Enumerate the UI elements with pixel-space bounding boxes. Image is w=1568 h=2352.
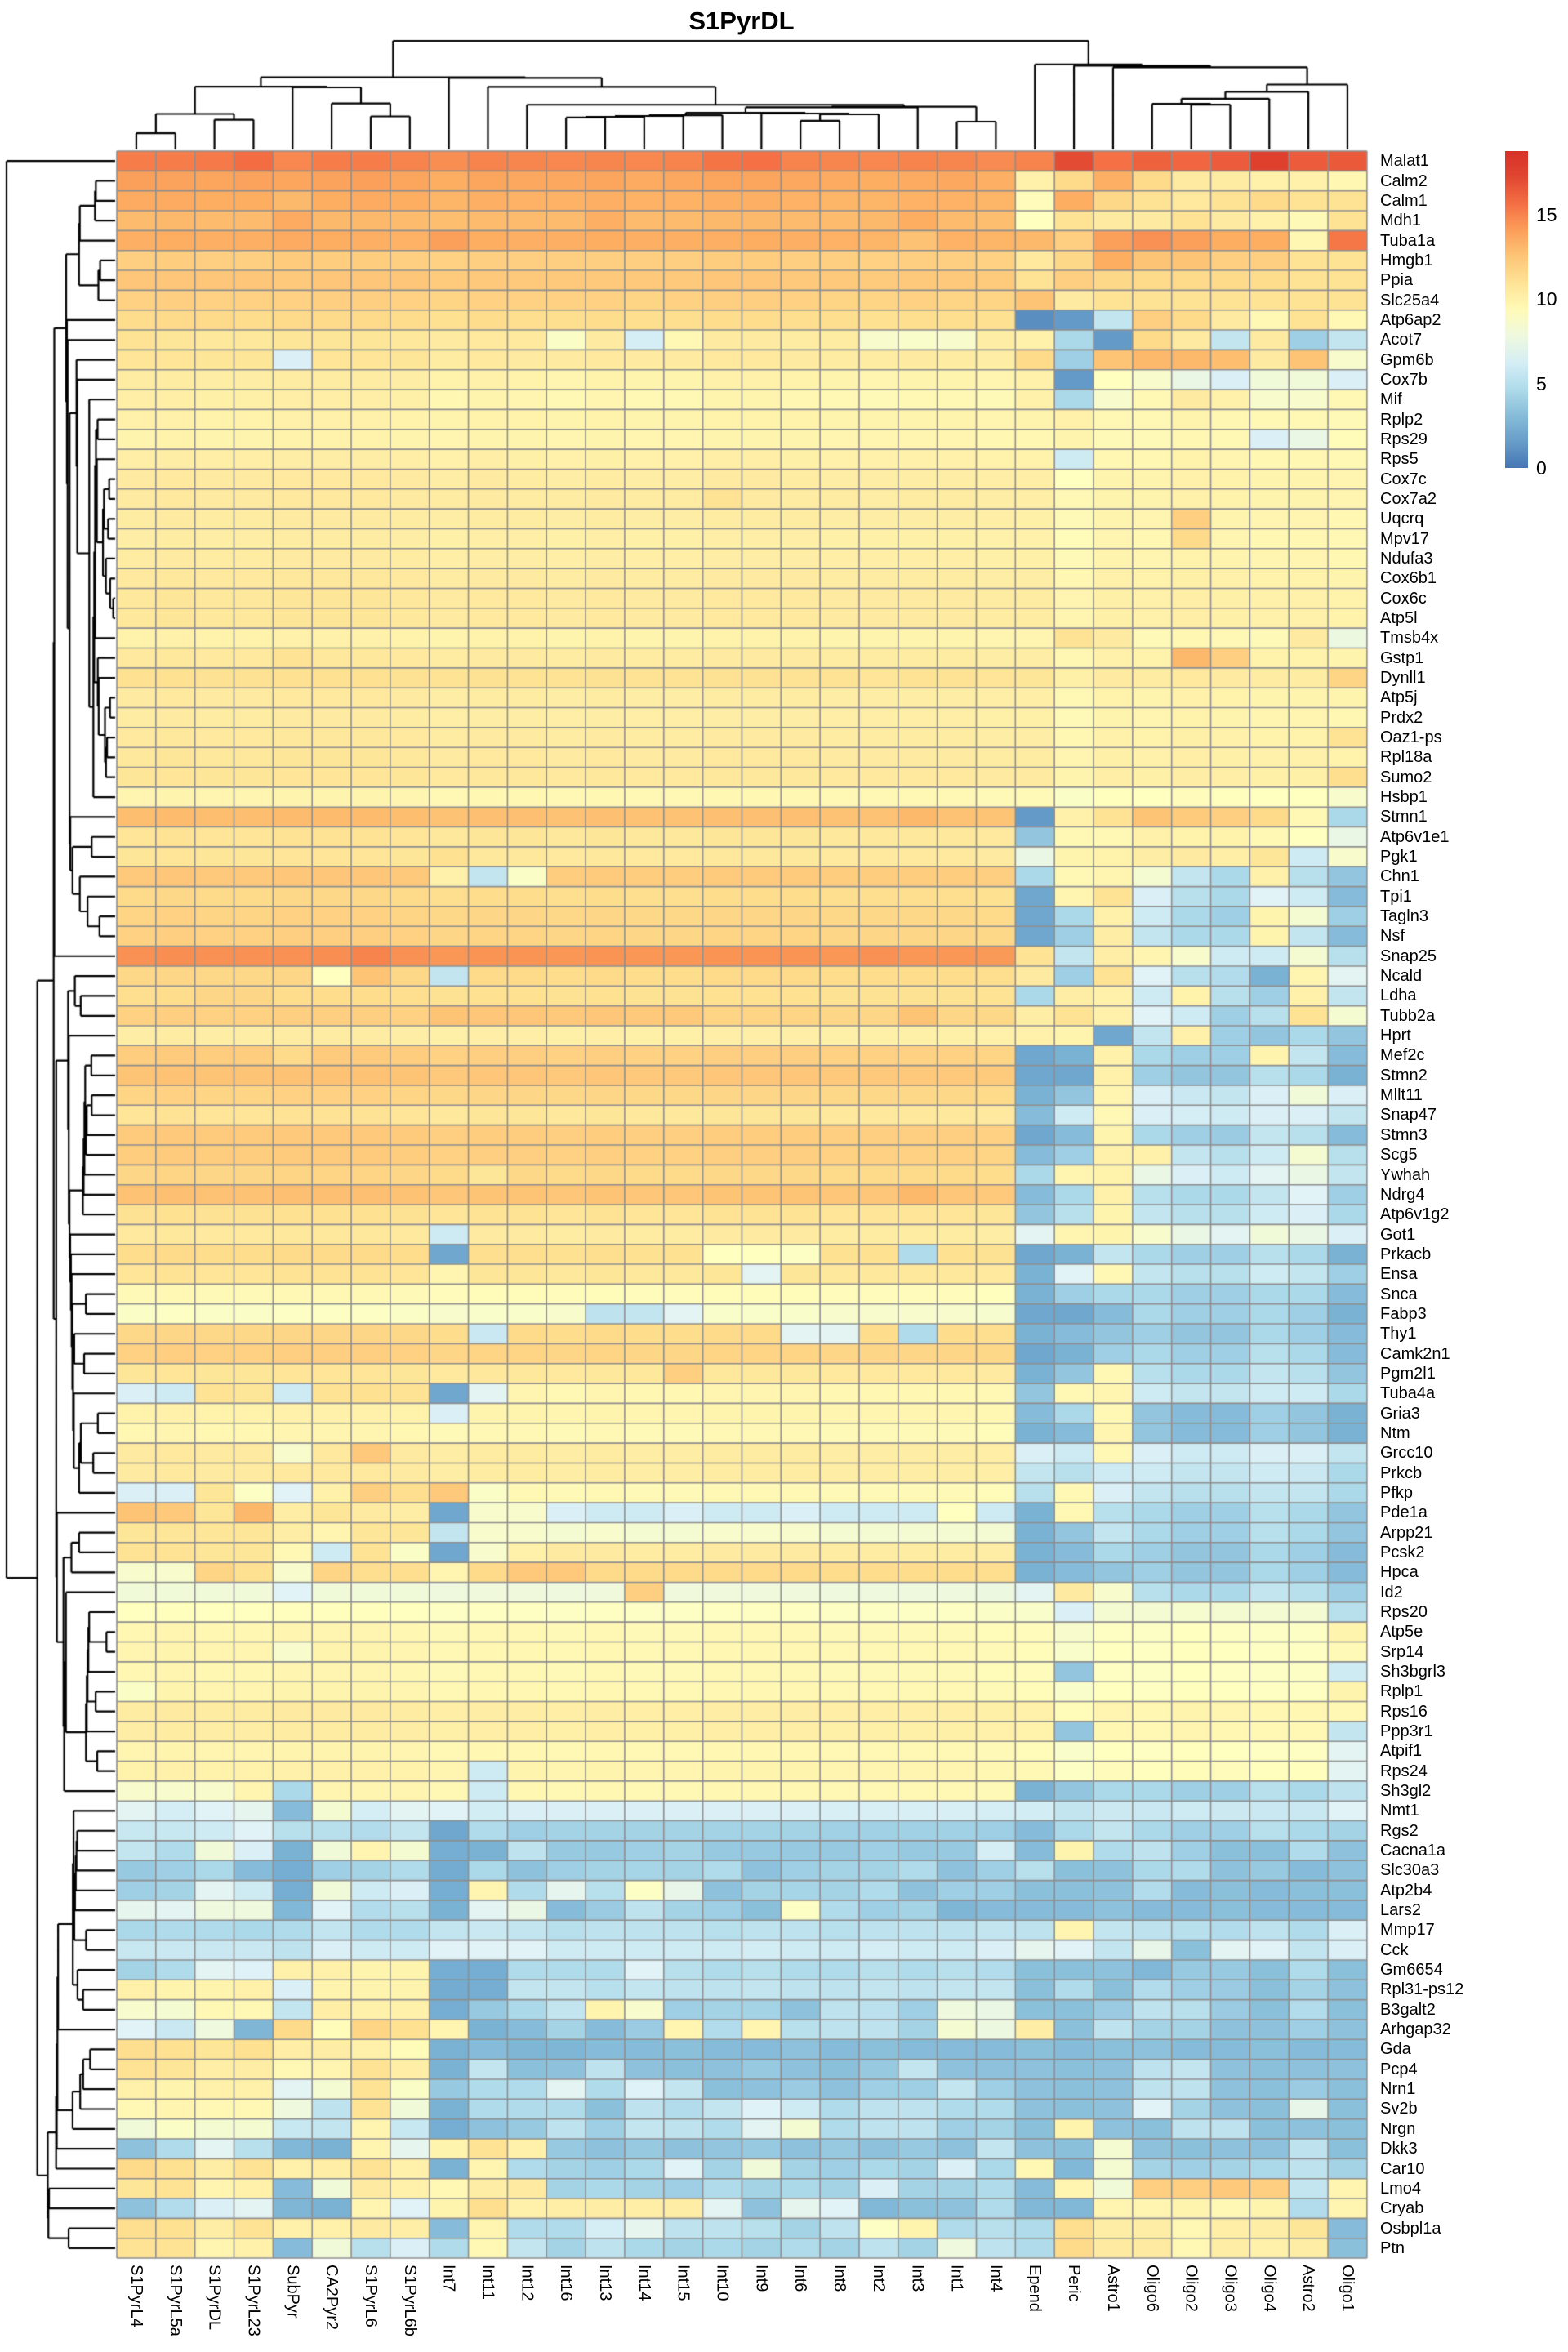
row-label: Rps16 — [1380, 1702, 1428, 1721]
column-label: Oligo6 — [1143, 2265, 1161, 2312]
row-label: Snca — [1380, 1285, 1418, 1303]
legend-tick-label: 15 — [1536, 203, 1557, 225]
column-label: Int2 — [869, 2265, 888, 2292]
row-label: Ncald — [1380, 967, 1423, 986]
column-label: Int1 — [947, 2265, 966, 2292]
row-label: Tmsb4x — [1380, 629, 1439, 648]
column-label: Int7 — [439, 2265, 458, 2292]
row-label: Calm2 — [1380, 172, 1428, 190]
row-label: Oaz1-ps — [1380, 728, 1442, 747]
row-label: Ndrg4 — [1380, 1185, 1425, 1204]
row-label: Nsf — [1380, 927, 1405, 946]
row-label: Atp6v1e1 — [1380, 827, 1450, 846]
row-label: Mmp17 — [1380, 1921, 1435, 1940]
row-label: Rplp1 — [1380, 1682, 1423, 1701]
row-label: Rps29 — [1380, 430, 1428, 448]
column-label: Int6 — [791, 2265, 810, 2292]
row-label: Gpm6b — [1380, 350, 1434, 369]
column-label: S1PyrL5a — [166, 2265, 185, 2336]
legend-tick-label: 5 — [1536, 372, 1547, 394]
row-label: Rps24 — [1380, 1762, 1428, 1780]
column-label: Int10 — [713, 2265, 732, 2301]
row-label: Ndufa3 — [1380, 549, 1433, 568]
row-label: Acot7 — [1380, 331, 1423, 350]
row-label: Sumo2 — [1380, 768, 1432, 786]
row-label: B3galt2 — [1380, 2000, 1436, 2019]
row-label: Prkcb — [1380, 1463, 1423, 1482]
row-label: Lars2 — [1380, 1901, 1422, 1920]
row-label: Stmn2 — [1380, 1066, 1428, 1085]
row-label: Rgs2 — [1380, 1821, 1419, 1840]
row-label: Mdh1 — [1380, 212, 1422, 230]
row-label: Pfkp — [1380, 1483, 1414, 1502]
row-label: Atp6ap2 — [1380, 310, 1441, 329]
row-label: Cck — [1380, 1940, 1409, 1959]
row-label: Atp5j — [1380, 688, 1418, 707]
row-label: Mef2c — [1380, 1046, 1425, 1065]
column-label: S1PyrL4 — [127, 2265, 145, 2328]
row-label: Gstp1 — [1380, 648, 1424, 667]
row-label: Tubb2a — [1380, 1006, 1436, 1025]
column-label: Oligo1 — [1338, 2265, 1356, 2312]
column-label: Int11 — [479, 2265, 497, 2301]
row-label: Prkacb — [1380, 1245, 1432, 1263]
column-label: Oligo4 — [1260, 2265, 1279, 2312]
row-label: Ywhah — [1380, 1165, 1431, 1184]
row-label: Atp5e — [1380, 1623, 1423, 1642]
row-label: Atp5l — [1380, 608, 1418, 627]
row-label: Pcp4 — [1380, 2060, 1418, 2078]
row-label: Chn1 — [1380, 867, 1419, 886]
row-label: Hmgb1 — [1380, 251, 1433, 270]
row-label: Sh3gl2 — [1380, 1782, 1432, 1801]
row-label: Nrn1 — [1380, 2080, 1416, 2099]
column-label: Int9 — [752, 2265, 771, 2292]
legend-tick-label: 10 — [1536, 288, 1557, 310]
row-label: Nmt1 — [1380, 1802, 1419, 1820]
row-label: Cacna1a — [1380, 1842, 1446, 1860]
column-label: S1PyrL23 — [244, 2265, 263, 2336]
row-label: Ldha — [1380, 987, 1417, 1005]
column-label: Int8 — [831, 2265, 849, 2292]
row-label: Rpl31-ps12 — [1380, 1980, 1464, 1999]
column-label: Peric — [1065, 2265, 1084, 2302]
row-label: Mllt11 — [1380, 1086, 1423, 1105]
row-label: Hsbp1 — [1380, 788, 1428, 807]
row-label: Slc25a4 — [1380, 291, 1440, 310]
row-label: Pgm2l1 — [1380, 1364, 1436, 1383]
column-label: Int15 — [674, 2265, 693, 2301]
row-label: Cryab — [1380, 2199, 1424, 2218]
row-label: Pcsk2 — [1380, 1543, 1425, 1561]
row-label: Snap25 — [1380, 947, 1437, 965]
row-label: Dynll1 — [1380, 669, 1426, 687]
row-label: Thy1 — [1380, 1325, 1417, 1343]
row-label: Ppp3r1 — [1380, 1722, 1433, 1741]
row-label: Ptn — [1380, 2238, 1405, 2257]
row-label: Dkk3 — [1380, 2140, 1418, 2158]
row-label: Nrgn — [1380, 2119, 1416, 2138]
row-label: Sh3bgrl3 — [1380, 1663, 1446, 1681]
row-label: Got1 — [1380, 1225, 1416, 1244]
row-label: Id2 — [1380, 1583, 1403, 1601]
legend-gradient — [1505, 151, 1528, 468]
row-label: Srp14 — [1380, 1642, 1424, 1661]
row-label: Atp6v1g2 — [1380, 1205, 1450, 1224]
row-label: Rpl18a — [1380, 748, 1432, 767]
row-label: Atpif1 — [1380, 1742, 1423, 1761]
column-label: Int13 — [596, 2265, 614, 2301]
row-label: Tuba4a — [1380, 1384, 1436, 1403]
row-label: Gm6654 — [1380, 1961, 1443, 1980]
row-label: Ppia — [1380, 271, 1414, 290]
row-label: Cox6c — [1380, 589, 1427, 608]
column-label: CA2Pyr2 — [323, 2265, 341, 2331]
row-label: Pgk1 — [1380, 848, 1418, 866]
row-label: Rplp2 — [1380, 410, 1423, 429]
column-label: S1PyrDL — [205, 2265, 224, 2331]
row-label: Stmn3 — [1380, 1125, 1428, 1144]
column-label: SubPyr — [283, 2265, 302, 2319]
row-label: Mpv17 — [1380, 529, 1430, 548]
column-label: Oligo2 — [1182, 2265, 1200, 2312]
row-label: Cox6b1 — [1380, 569, 1437, 588]
row-label: Scg5 — [1380, 1146, 1418, 1165]
row-label: Cox7a2 — [1380, 489, 1437, 508]
row-label: Rps20 — [1380, 1602, 1428, 1621]
row-label: Atp2b4 — [1380, 1881, 1432, 1900]
row-label: Tpi1 — [1380, 887, 1412, 906]
row-label: Arpp21 — [1380, 1523, 1433, 1542]
column-label: Oligo3 — [1221, 2265, 1240, 2312]
row-label: Mif — [1380, 390, 1402, 409]
row-label: Calm1 — [1380, 191, 1428, 210]
row-label: Pde1a — [1380, 1503, 1428, 1522]
column-label: Int14 — [635, 2265, 653, 2301]
row-label: Cox7c — [1380, 470, 1427, 488]
column-label: Epend — [1026, 2265, 1045, 2312]
row-label: Gria3 — [1380, 1404, 1420, 1423]
row-label: Camk2n1 — [1380, 1344, 1450, 1363]
row-label: Arhgap32 — [1380, 2020, 1451, 2039]
column-label: Int12 — [518, 2265, 537, 2301]
row-label: Rps5 — [1380, 450, 1419, 469]
column-label: Int16 — [557, 2265, 576, 2301]
row-label: Car10 — [1380, 2159, 1425, 2178]
row-label: Ensa — [1380, 1265, 1418, 1284]
row-label: Cox7b — [1380, 370, 1428, 389]
row-label: Snap47 — [1380, 1106, 1437, 1125]
row-label: Osbpl1a — [1380, 2219, 1441, 2238]
row-label: Sv2b — [1380, 2100, 1418, 2118]
row-label: Prdx2 — [1380, 708, 1423, 727]
row-label: Malat1 — [1380, 152, 1430, 171]
column-label: Astro1 — [1103, 2265, 1122, 2312]
row-label: Gda — [1380, 2040, 1411, 2059]
row-label: Hprt — [1380, 1027, 1411, 1045]
column-label: Int3 — [908, 2265, 927, 2292]
row-label: Fabp3 — [1380, 1304, 1427, 1323]
row-label: Stmn1 — [1380, 808, 1428, 826]
column-label: S1PyrL6 — [361, 2265, 380, 2328]
row-label: Uqcrq — [1380, 510, 1424, 528]
column-label: Astro2 — [1299, 2265, 1318, 2312]
row-label: Tuba1a — [1380, 231, 1436, 250]
legend-tick-label: 0 — [1536, 457, 1547, 479]
row-label: Ntm — [1380, 1423, 1410, 1442]
row-label: Hpca — [1380, 1563, 1419, 1582]
column-label: Int4 — [987, 2265, 1005, 2292]
column-label: S1PyrL6b — [400, 2265, 419, 2336]
row-label: Tagln3 — [1380, 907, 1428, 926]
row-label: Slc30a3 — [1380, 1861, 1440, 1880]
row-label: Grcc10 — [1380, 1444, 1433, 1463]
row-label: Lmo4 — [1380, 2179, 1422, 2198]
